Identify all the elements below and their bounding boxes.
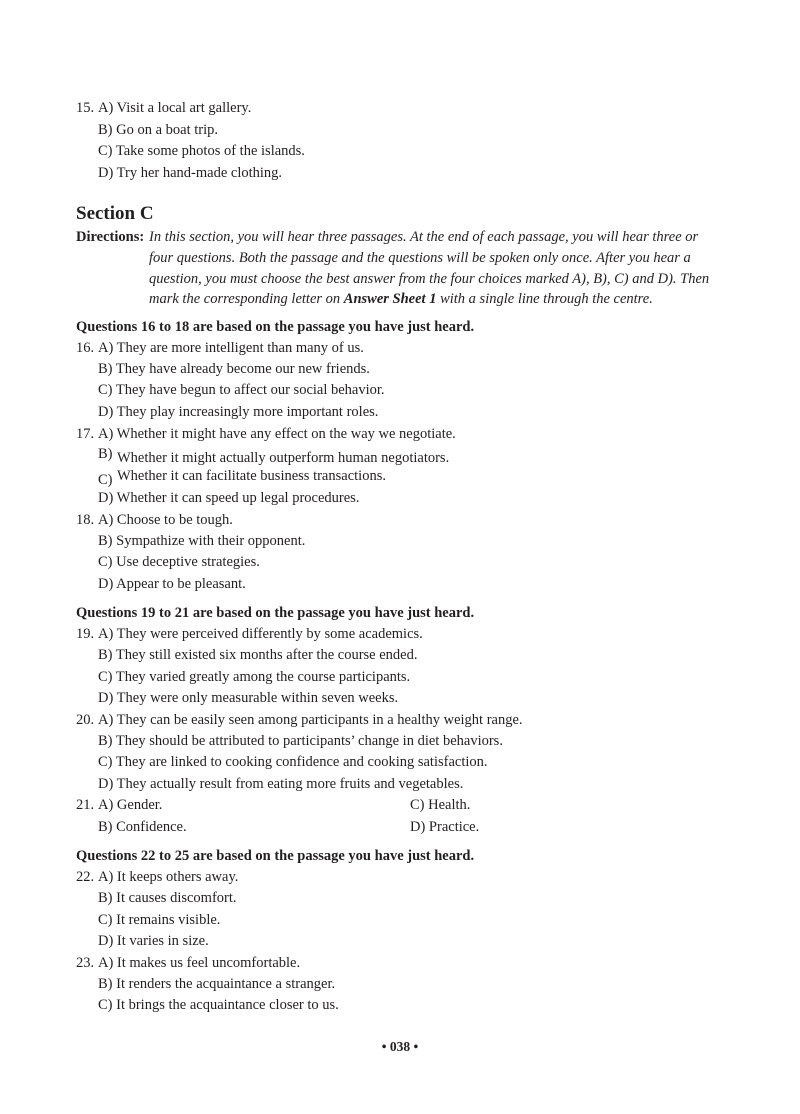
- directions-text: with a single line through the centre.: [436, 291, 653, 307]
- option-c: C) It remains visible.: [98, 912, 221, 928]
- option-c-text: Whether it can facilitate business transactions.: [117, 468, 386, 484]
- group-heading-19-21: Questions 19 to 21 are based on the passage you have just heard.: [76, 605, 475, 621]
- directions-line-2: four questions. Both the passage and the questions will be spoken only once. After you hear a: [149, 250, 691, 266]
- option-c-letter: C): [98, 472, 113, 488]
- group-heading-22-25: Questions 22 to 25 are based on the passage you have just heard.: [76, 848, 475, 864]
- option-c: C) They are linked to cooking confidence and cooking satisfaction.: [98, 754, 488, 770]
- option-c: C) It brings the acquaintance closer to us.: [98, 997, 339, 1013]
- question-number: 20.: [76, 712, 95, 728]
- directions-line-4: [149, 290, 653, 308]
- option-b-text: Whether it might actually outperform human negotiators.: [117, 450, 450, 466]
- option-b-letter: B): [98, 446, 113, 462]
- option-c: C) They have begun to affect our social behavior.: [98, 382, 385, 398]
- option-a: A) Visit a local art gallery.: [98, 100, 252, 116]
- question-number: 17.: [76, 426, 95, 442]
- option-a: A) They are more intelligent than many of us.: [98, 340, 364, 356]
- option-d: D) Appear to be pleasant.: [98, 576, 246, 592]
- option-b: B) It causes discomfort.: [98, 890, 237, 906]
- directions-line-3: question, you must choose the best answer from the four choices marked A), B), C) and D). Then: [149, 271, 710, 287]
- option-c: C) They varied greatly among the course participants.: [98, 669, 411, 685]
- page-number: • 038 •: [381, 1039, 419, 1054]
- option-d: D) They were only measurable within seven weeks.: [98, 690, 399, 706]
- question-number: 15.: [76, 100, 95, 116]
- directions-text: mark the corresponding letter on: [149, 291, 344, 307]
- option-d: D) Practice.: [410, 819, 480, 835]
- question-number: 21.: [76, 797, 95, 813]
- option-d: D) They play increasingly more important roles.: [98, 404, 379, 420]
- section-title: Section C: [76, 203, 154, 224]
- option-b: B) Go on a boat trip.: [98, 122, 219, 138]
- option-a: A) It keeps others away.: [98, 869, 239, 885]
- option-c: C) Use deceptive strategies.: [98, 554, 260, 570]
- option-b: B) Confidence.: [98, 819, 187, 835]
- option-a: A) Whether it might have any effect on the way we negotiate.: [98, 426, 456, 442]
- option-b: B) They still existed six months after the course ended.: [98, 647, 418, 663]
- directions-label: Directions:: [76, 229, 145, 245]
- option-a: A) They can be easily seen among participants in a healthy weight range.: [98, 712, 523, 728]
- option-d: D) They actually result from eating more fruits and vegetables.: [98, 776, 464, 792]
- option-b: B) They have already become our new friends.: [98, 361, 370, 377]
- option-c: C) Health.: [410, 797, 471, 813]
- option-d: D) Try her hand-made clothing.: [98, 165, 283, 181]
- question-number: 16.: [76, 340, 95, 356]
- answer-sheet-ref: Answer Sheet 1: [343, 291, 437, 307]
- option-d: D) It varies in size.: [98, 933, 209, 949]
- option-a: A) Choose to be tough.: [98, 512, 233, 528]
- question-number: 22.: [76, 869, 95, 885]
- question-number: 23.: [76, 955, 95, 971]
- option-a: A) They were perceived differently by some academics.: [98, 626, 423, 642]
- option-b: B) Sympathize with their opponent.: [98, 533, 306, 549]
- group-heading-16-18: Questions 16 to 18 are based on the passage you have just heard.: [76, 319, 475, 335]
- option-b: B) They should be attributed to participants’ change in diet behaviors.: [98, 733, 503, 749]
- directions-line-1: In this section, you will hear three passages. At the end of each passage, you will hear three or: [149, 229, 699, 245]
- option-a: A) Gender.: [98, 797, 163, 813]
- option-c: C) Take some photos of the islands.: [98, 143, 305, 159]
- option-a: A) It makes us feel uncomfortable.: [98, 955, 301, 971]
- question-number: 19.: [76, 626, 95, 642]
- option-d: D) Whether it can speed up legal procedures.: [98, 490, 360, 506]
- option-b: B) It renders the acquaintance a stranger.: [98, 976, 336, 992]
- question-number: 18.: [76, 512, 95, 528]
